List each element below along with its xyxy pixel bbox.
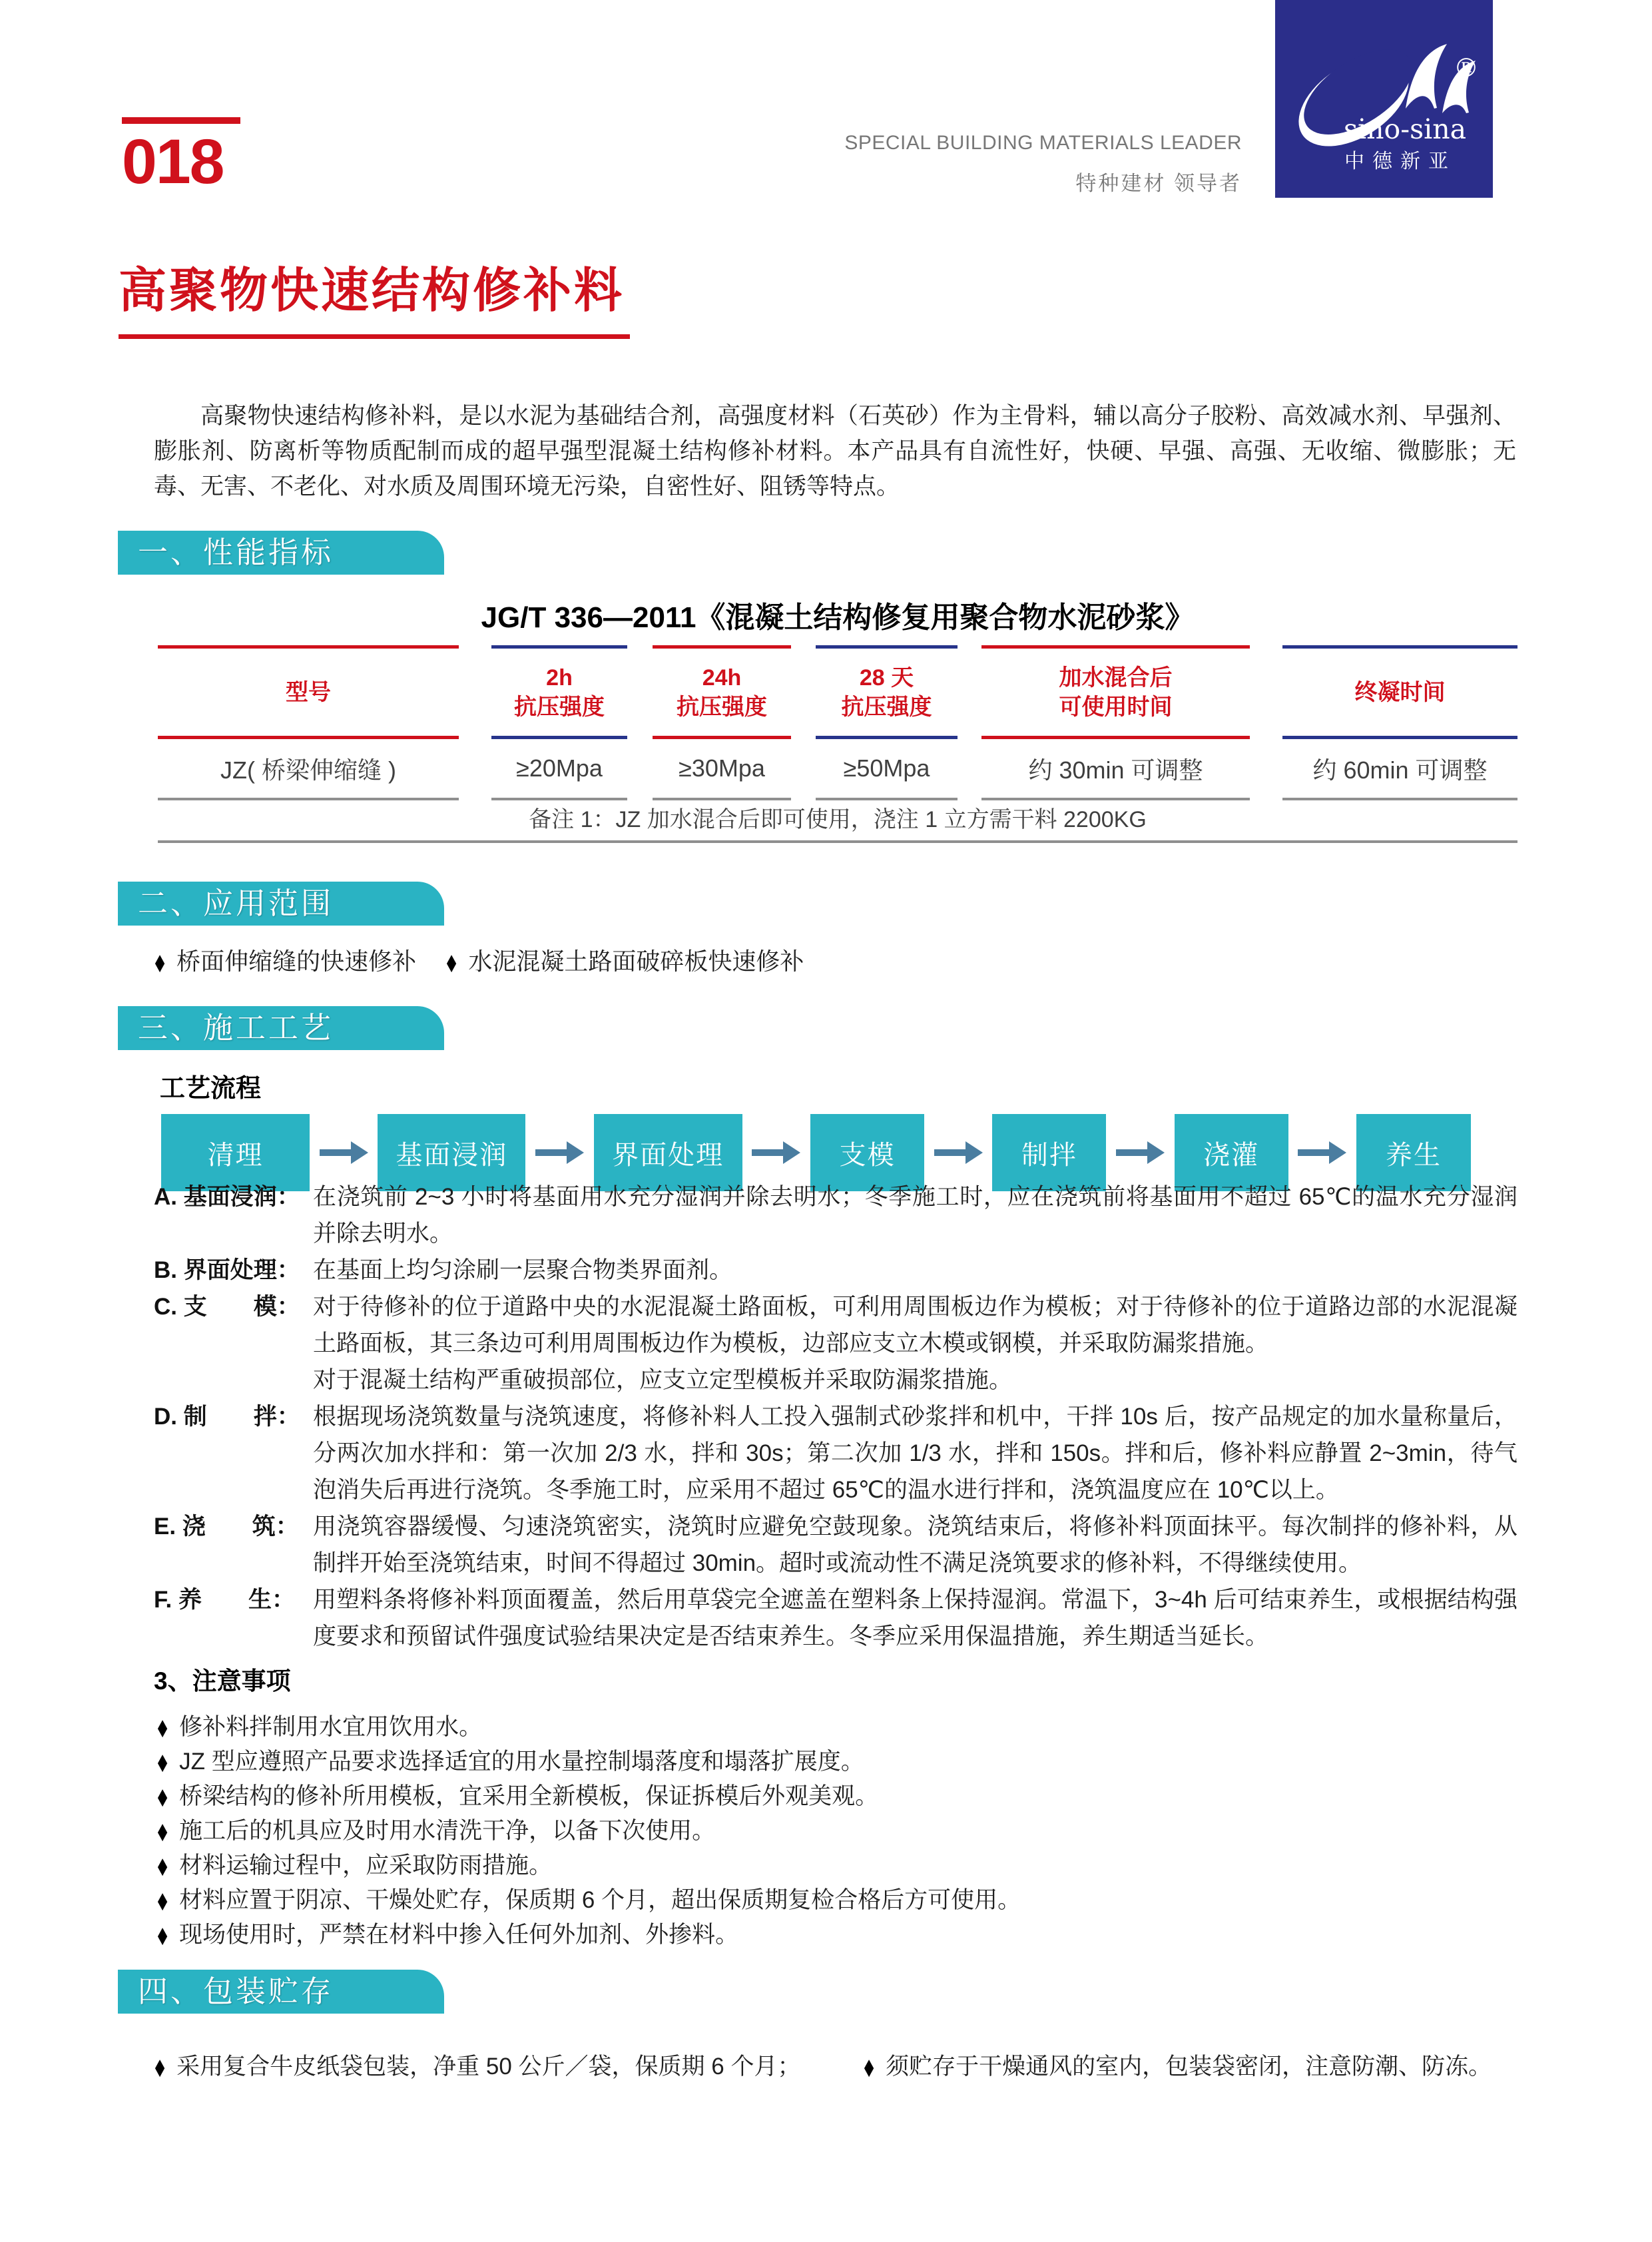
step-label: E. 浇 筑：	[154, 1514, 299, 1540]
step-body: 在基面上均匀涂刷一层聚合物类界面剂。	[313, 1257, 733, 1283]
diamond-bullet-icon: ◆	[157, 1853, 168, 1878]
standard-title: JG/T 336—2011《混凝土结构修复用聚合物水泥砂浆》	[481, 601, 1195, 634]
cell-24h: ≥30Mpa	[653, 739, 791, 800]
construction-steps	[154, 1179, 1517, 1952]
section-heading-construction: 三、施工工艺	[118, 1006, 444, 1050]
cell-2h: ≥20Mpa	[491, 739, 627, 800]
cell-final-set: 约 60min 可调整	[1282, 739, 1517, 800]
section-heading-performance: 一、性能指标	[118, 531, 444, 575]
col-header-2h-strength: 2h 抗压强度	[491, 645, 627, 739]
list-item: ◆ 水泥混凝土路面破碎板快速修补	[447, 948, 804, 975]
list-item: ◆ JZ 型应遵照产品要求选择适宜的用水量控制塌落度和塌落扩展度。	[154, 1745, 1517, 1779]
flow-step-formwork: 支模	[810, 1114, 924, 1191]
cell-28d: ≥50Mpa	[816, 739, 958, 800]
section-heading-packaging: 四、包装贮存	[118, 1970, 444, 2014]
list-item: ◆ 施工后的机具应及时用水清洗干净，以备下次使用。	[154, 1814, 1517, 1848]
diamond-bullet-icon: ◆	[157, 1819, 168, 1844]
section-heading-application: 二、应用范围	[118, 882, 444, 926]
step-c-formwork	[154, 1288, 1517, 1398]
sino-sina-logo	[1275, 0, 1493, 198]
flow-step-clean: 清理	[161, 1114, 310, 1191]
flow-step-mixing: 制拌	[992, 1114, 1106, 1191]
logo-wordmark-en: sino-sina	[1344, 113, 1467, 145]
list-item: ◆ 材料运输过程中，应采取防雨措施。	[154, 1848, 1517, 1883]
flow-step-interface: 界面处理	[594, 1114, 742, 1191]
step-e-pouring	[154, 1508, 1517, 1581]
registered-mark-icon: ®	[1454, 53, 1479, 83]
diamond-bullet-icon: ◆	[864, 2054, 874, 2080]
diamond-bullet-icon: ◆	[157, 1784, 168, 1809]
process-flow-label: 工艺流程	[160, 1075, 262, 1103]
header-taglines	[732, 132, 1242, 196]
step-label: A. 基面浸润：	[154, 1184, 300, 1210]
step-d-mixing	[154, 1398, 1517, 1508]
diamond-bullet-icon: ◆	[157, 1715, 168, 1740]
step-f-curing	[154, 1581, 1517, 1655]
step-label: B. 界面处理：	[154, 1257, 300, 1283]
title-underline	[119, 334, 630, 339]
diamond-bullet-icon: ◆	[447, 950, 457, 975]
tagline-chinese: 特种建材 领导者	[1075, 172, 1242, 195]
application-list	[151, 943, 804, 977]
product-title: 高聚物快速结构修补料	[119, 264, 625, 318]
step-label: C. 支 模：	[154, 1294, 300, 1320]
flow-step-pouring: 浇灌	[1175, 1114, 1288, 1191]
table-note: 备注 1：JZ 加水混合后即可使用，浇注 1 立方需干料 2200KG	[158, 800, 1517, 843]
col-header-final-set: 终凝时间	[1282, 645, 1517, 739]
product-intro-paragraph: 高聚物快速结构修补料，是以水泥为基础结合剂，高强度材料（石英砂）作为主骨料，辅以高分子胶粉、高效减水剂、早强剂、膨胀剂、防离析等物质配制而成的超早强型混凝土结构修补材料。本产品具有自流性好，快硬、早强、高强、无收缩、微膨胀；无毒、无害、不老化、对水质及周围环境无污染，自密性好、阻锈等特点。	[154, 403, 1516, 499]
step-body: 对于待修补的位于道路中央的水泥混凝土路面板，可利用周围板边作为模板；对于待修补的位于道路边部的水泥混凝土路面板，其三条边可利用周围板边作为模板，边部应支立木模或钢模，并采取防漏浆措施。 对于混凝土结构严重破损部位，应支立定型模板并采取防漏浆措施。	[313, 1294, 1517, 1393]
col-header-usable-time: 加水混合后 可使用时间	[981, 645, 1250, 739]
col-header-24h-strength: 24h 抗压强度	[653, 645, 791, 739]
flow-step-wetting: 基面浸润	[378, 1114, 525, 1191]
step-label: D. 制 拌：	[154, 1404, 300, 1430]
table-data-row	[158, 739, 1517, 800]
performance-table	[158, 645, 1517, 843]
diamond-bullet-icon: ◆	[157, 1922, 168, 1948]
diamond-bullet-icon: ◆	[154, 950, 165, 975]
logo-graphic	[1275, 0, 1493, 198]
list-item: ◆ 修补料拌制用水宜用饮用水。	[154, 1710, 1517, 1745]
flow-step-curing: 养生	[1356, 1114, 1471, 1191]
tagline-english: SPECIAL BUILDING MATERIALS LEADER	[844, 132, 1242, 154]
col-header-model: 型号	[158, 645, 459, 739]
packaging-item: ◆ 须贮存于干燥通风的室内，包装袋密闭，注意防潮、防冻。	[864, 2054, 1492, 2080]
cell-model: JZ( 桥梁伸缩缝 )	[158, 739, 459, 800]
cell-usable-time: 约 30min 可调整	[981, 739, 1250, 800]
notes-list	[154, 1710, 1517, 1952]
diamond-bullet-icon: ◆	[154, 2054, 165, 2080]
list-item: ◆ 桥面伸缩缝的快速修补	[154, 948, 417, 975]
col-header-28d-strength: 28 天 抗压强度	[816, 645, 958, 739]
list-item: ◆ 现场使用时，严禁在材料中掺入任何外加剂、外掺料。	[154, 1918, 1517, 1952]
table-header-row	[158, 645, 1517, 739]
step-b-interface	[154, 1252, 1517, 1288]
step-label: F. 养 生：	[154, 1587, 295, 1613]
page-number: 018	[122, 127, 224, 197]
list-item: ◆ 材料应置于阴凉、干燥处贮存，保质期 6 个月，超出保质期复检合格后方可使用。	[154, 1883, 1517, 1918]
step-body: 根据现场浇筑数量与浇筑速度，将修补料人工投入强制式砂浆拌和机中，干拌 10s 后，按产品规定的加水量称量后，分两次加水拌和：第一次加 2/3 水，拌和 30s；第二次加 1/3 水，拌和 150s。拌和后，修补料应静置 2~3min，待气泡消失后再进行浇筑。冬季施工时，应采用不超过 65℃的温水进行拌和，浇筑温度应在 10℃以上。	[313, 1404, 1517, 1503]
step-a-wetting	[154, 1179, 1517, 1252]
notes-heading: 3、注意事项	[154, 1667, 291, 1695]
diamond-bullet-icon: ◆	[157, 1888, 168, 1913]
diamond-bullet-icon: ◆	[157, 1749, 168, 1775]
list-item: ◆ 桥梁结构的修补所用模板，宜采用全新模板，保证拆模后外观美观。	[154, 1779, 1517, 1814]
packaging-item: ◆ 采用复合牛皮纸袋包装，净重 50 公斤／袋，保质期 6 个月；	[154, 2054, 801, 2080]
page-number-accent-bar	[122, 117, 240, 124]
step-body: 用塑料条将修补料顶面覆盖，然后用草袋完全遮盖在塑料条上保持湿润。常温下，3~4h 后可结束养生，或根据结构强度要求和预留试件强度试验结果决定是否结束养生。冬季应采用保温措施，养生期适当延长。	[313, 1587, 1517, 1649]
step-body: 用浇筑容器缓慢、匀速浇筑密实，浇筑时应避免空鼓现象。浇筑结束后，将修补料顶面抹平。每次制拌的修补料，从制拌开始至浇筑结束，时间不得超过 30min。超时或流动性不满足浇筑要求的修补料，不得继续使用。	[313, 1514, 1517, 1576]
step-body: 在浇筑前 2~3 小时将基面用水充分湿润并除去明水；冬季施工时，应在浇筑前将基面用不超过 65℃的温水充分湿润并除去明水。	[313, 1184, 1517, 1247]
logo-wordmark-zh: 中德新亚	[1344, 150, 1456, 172]
